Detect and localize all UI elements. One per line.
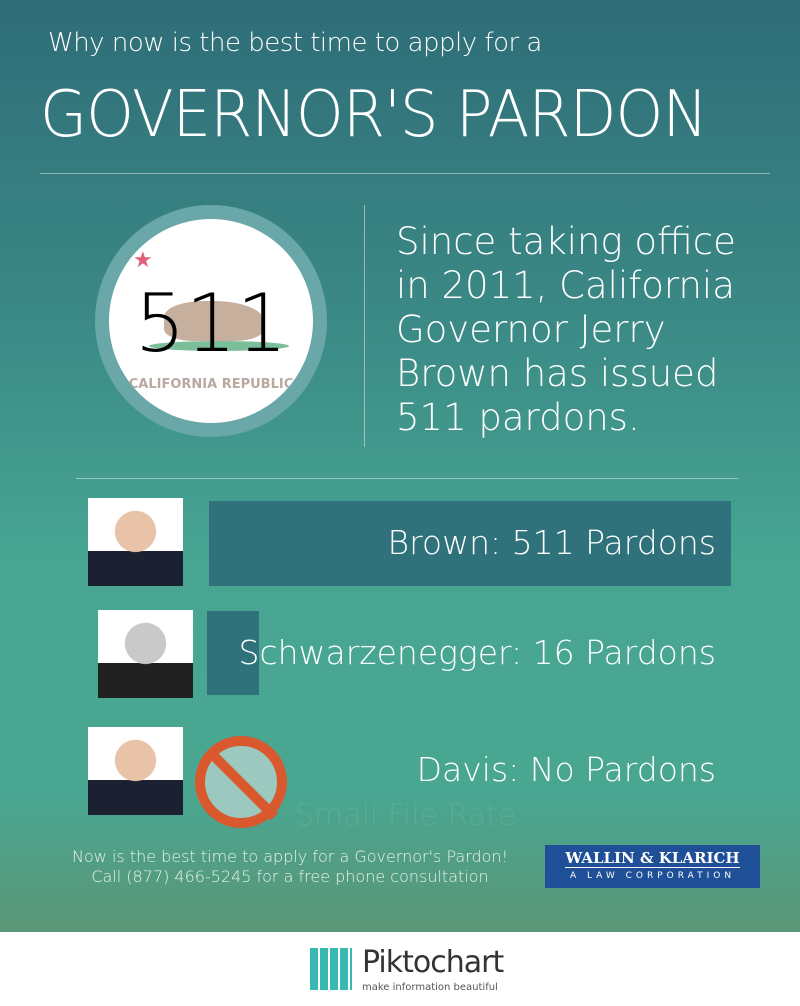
divider <box>40 173 770 174</box>
bar-label-schwarzenegger: Schwarzenegger: 16 Pardons <box>238 633 716 672</box>
bar-label-davis: Davis: No Pardons <box>416 750 716 789</box>
piktochart-name: Piktochart <box>362 945 504 980</box>
page-title: GOVERNOR'S PARDON <box>40 78 707 152</box>
schwarzenegger-photo <box>98 610 193 698</box>
bar-label-brown: Brown: 511 Pardons <box>387 523 716 562</box>
divider <box>76 478 738 479</box>
description: Since taking office in 2011, California Governor Jerry Brown has issued 511 pardons. <box>396 220 736 439</box>
star-icon: ★ <box>133 248 153 273</box>
wallin-klarich-logo[interactable] <box>545 845 760 888</box>
flag-text: CALIFORNIA REPUBLIC <box>128 377 294 392</box>
brown-photo <box>88 498 183 586</box>
pardon-count: 511 <box>134 277 288 370</box>
cta-line-1: Now is the best time to apply for a Governor's Pardon! <box>72 847 508 866</box>
california-flag-badge <box>95 205 327 437</box>
logo-name: WALLIN & KLARICH <box>565 849 740 867</box>
piktochart-tagline: make information beautiful <box>362 982 498 993</box>
subtitle: Why now is the best time to apply for a <box>48 28 542 58</box>
watermark: Small File Rate <box>295 798 517 833</box>
call-to-action <box>60 847 520 887</box>
cta-line-2: Call (877) 466-5245 for a free phone consultation <box>91 867 489 886</box>
piktochart-icon <box>310 948 352 990</box>
no-pardons-icon <box>195 736 287 828</box>
divider <box>364 205 365 447</box>
davis-photo <box>88 727 183 815</box>
logo-subtitle: A LAW CORPORATION <box>569 871 736 881</box>
